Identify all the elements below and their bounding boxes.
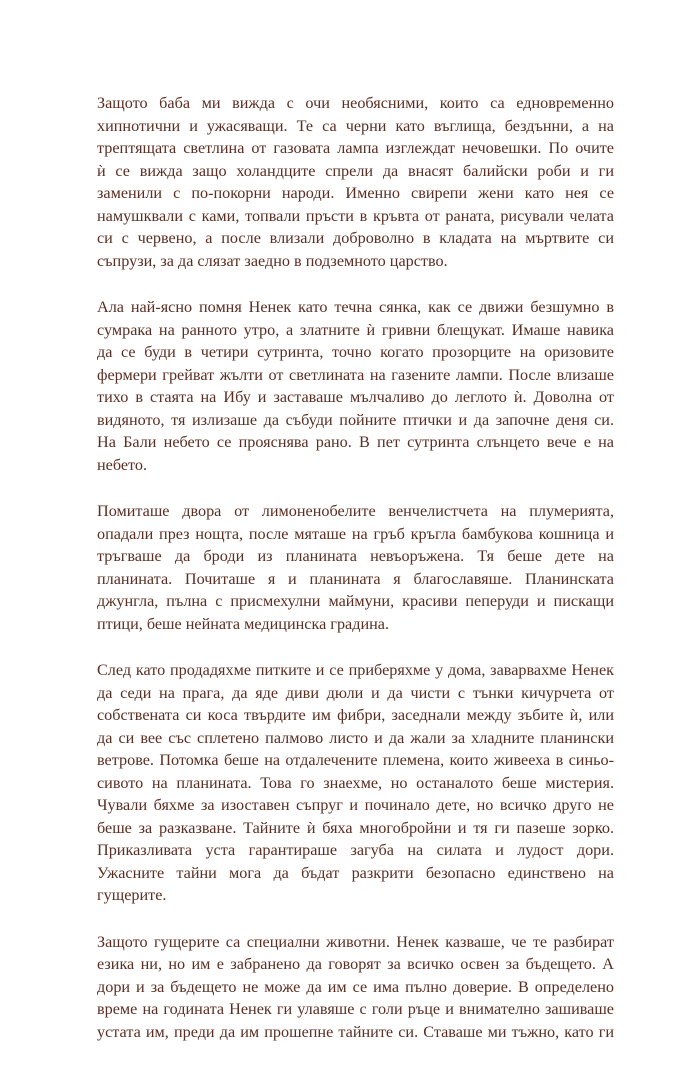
text-line: Ужасните тайни мога да бъдат разкрити безопасно единствено на <box>97 863 614 882</box>
text-line: трептящата светлина от газовата лампа изглеждат нечовешки. По очите <box>97 139 614 157</box>
text-line: намушквали с ками, топвали пръсти в кръвта от раната, рисували челата <box>97 206 614 225</box>
text-line: заменили с по-покорни народи. Именно свирепи жени като нея се <box>97 184 614 202</box>
paragraph-3 <box>97 500 614 635</box>
text-line: хипнотични и ужасяващи. Те са черни като въглища, бездънни, а на <box>97 116 614 135</box>
text-line: Помиташе двора от лимоненобелите венчелистчета на плумерията, <box>97 502 614 520</box>
text-line: да седи на прага, да яде диви дюли и да чисти с тънки кичурчета от <box>97 683 614 702</box>
paragraph-5 <box>97 931 614 1044</box>
paragraph-1 <box>97 92 614 272</box>
text-line: беше за разказване. Тайните ѝ бяха многобройни и тя ги пазеше зорко. <box>97 818 614 837</box>
text-line: Чували бяхме за изоставен съпруг и починало дете, но всичко друго не <box>97 796 614 814</box>
text-line: съпрузи, за да слязат заедно в подземното царство. <box>97 251 448 270</box>
text-line: Защото баба ми вижда с очи необясними, които са едновременно <box>97 94 614 112</box>
text-line: фермери грейват жълти от светлината на газените лампи. После влизаше <box>97 365 614 384</box>
text-line: сивото на планината. Това го знаехме, но останалото беше мистерия. <box>97 773 614 792</box>
text-line: небето. <box>97 455 148 474</box>
text-line: птици, беше нейната медицинска градина. <box>97 614 390 633</box>
text-line: си с червено, а после влизали доброволно в кладата на мъртвите си <box>97 229 614 247</box>
text-line: устата им, преди да им прошепне тайните си. Ставаше ми тъжно, като ги <box>97 1022 614 1041</box>
text-line: Ала най-ясно помня Ненек като течна сянка, как се движи безшумно в <box>97 298 614 316</box>
text-line: тръгваше да броди из планината невъоръжена. Тя беше дете на <box>97 547 614 565</box>
text-line: опадали през нощта, после мяташе на гръб кръгла бамбукова кошница и <box>97 524 614 543</box>
text-line: гущерите. <box>97 886 167 904</box>
text-line: време на годината Ненек ги улавяше с голи ръце и внимателно зашиваше <box>97 1000 614 1018</box>
paragraph-2 <box>97 296 614 476</box>
text-line: да се буди в четири сутринта, точно когато прозорците на оризовите <box>97 343 614 361</box>
text-line: планината. Почиташе я и планината я благославяше. Планинската <box>97 569 614 588</box>
text-line: собствената си коса твърдите им фибри, заседнали между зъбите ѝ, или <box>97 706 614 724</box>
paragraph-4 <box>97 659 614 907</box>
text-line: След като продадяхме питките и се приберяхме у дома, заварвахме Ненек <box>97 661 614 679</box>
text-line: тихо в стаята на Ибу и заставаше мълчаливо до леглото ѝ. Доволна от <box>97 388 614 406</box>
text-line: Приказливата уста гарантираше загуба на силата и лудост дори. <box>97 841 614 859</box>
text-line: джунгла, пълна с присмехулни маймуни, красиви пеперуди и пискащи <box>97 592 614 610</box>
text-line: ветрове. Потомка беше на отдалечените племена, които живееха в синьо- <box>97 751 614 769</box>
text-line: видяното, тя излизаше да събуди пойните птички и да започне деня си. <box>97 410 614 429</box>
text-line: сумрака на ранното утро, а златните ѝ гривни блещукат. Имаше навика <box>97 320 614 339</box>
text-line: езика ни, но им е забранено да говорят за всичко освен за бъдещето. А <box>97 955 614 973</box>
text-line: ѝ се вижда защо холандците спрели да внасят балийски роби и ги <box>97 161 614 180</box>
document-page <box>97 92 614 1067</box>
text-line: Защото гущерите са специални животни. Ненек казваше, че те разбират <box>97 932 614 951</box>
text-line: да си вее със сплетено палмово листо и да жали за хладните планински <box>97 728 614 747</box>
text-line: дори и за бъдещето не може да им се има пълно доверие. В определено <box>97 977 614 996</box>
text-line: На Бали небето се прояснява рано. В пет сутринта слънцето вече е на <box>97 433 614 451</box>
